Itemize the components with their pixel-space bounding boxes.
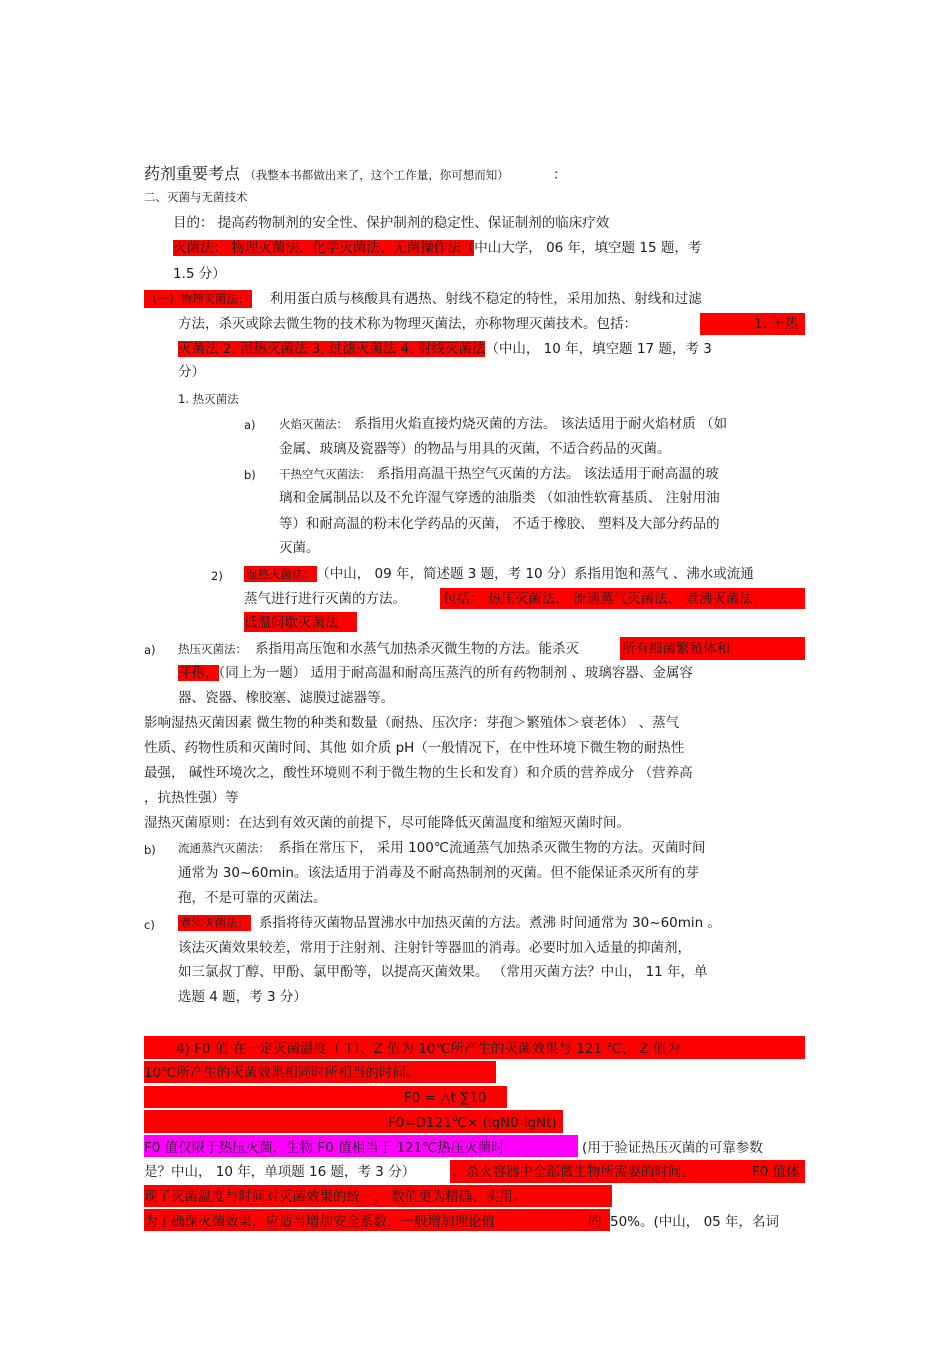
press-line-1: 热压灭菌法： 系指用高压饱和水蒸气加热杀灭微生物的方法。能杀灭: [178, 641, 579, 657]
dry-line-2: 璃和金属制品以及不允许湿气穿透的油脂类 （如油性软膏基质、 注射用油: [279, 490, 720, 506]
flame-line-1: 火焰灭菌法： 系指用火焰直接灼烧灭菌的方法。 该法适用于耐火焰材质 （如: [279, 416, 728, 432]
boil-line-1: 煮沸灭菌法： 系指将待灭菌物品置沸水中加热灭菌的方法。煮沸 时间通常为 30~60min 。: [180, 915, 721, 931]
flow-line-3: 孢，不是可靠的灭菌法。: [178, 890, 327, 906]
moist-label: 2): [211, 569, 223, 583]
factor-line-3: 最强， 碱性环境次之，酸性环境则不利于微生物的生长和发育）和介质的营养成分 （营养高: [144, 765, 693, 781]
methods-score: 1.5 分）: [173, 266, 226, 282]
flow-line-2: 通常为 30~60min。该法适用于消毒及不耐高热制剂的灭菌。但不能保证杀灭所有的芽: [178, 865, 699, 881]
press-line-1b: 所有细菌繁殖体和: [622, 641, 730, 657]
physical-line-2: 方法，杀灭或除去微生物的技术称为物理灭菌法，亦称物理灭菌技术。包括：: [178, 316, 637, 332]
factor-line-1: 影响湿热灭菌因素 微生物的种类和数量（耐热、压次序：芽孢＞繁殖体＞衰老体） 、蒸气: [144, 715, 680, 731]
moist-line-2: 蒸气进行进行灭菌的方法。: [244, 591, 406, 607]
f0-formula-2: F0=D121℃× (lgN0-lgNt): [388, 1115, 557, 1131]
f0-line-2: 10℃所产生的灭菌效果相同时所相当的时间。: [144, 1065, 420, 1081]
dry-label: b): [244, 468, 256, 482]
press-label: a): [144, 643, 156, 657]
flame-line-2: 金属、玻璃及瓷器等）的物品与用具的灭菌，不适合药品的灭菌。: [279, 441, 671, 457]
boil-line-2: 该法灭菌效果较差，常用于注射剂、注射针等器皿的消毒。必要时加入适量的抑菌剂，: [178, 940, 691, 956]
boil-label: c): [144, 918, 155, 932]
f0-line-6: 为了确保灭菌效果，应适当增加安全系数，一般增加理论值: [144, 1214, 495, 1230]
dry-line-4: 灭菌。: [279, 540, 320, 556]
moist-line-2b: 包括： 热压灭菌法、 流通蒸气灭菌法、 煮沸灭菌法、: [443, 591, 767, 607]
f0-line-6b: 的: [588, 1214, 602, 1230]
heat-heading: 1. 热灭菌法: [178, 392, 239, 406]
boil-line-3: 如三氯叔丁醇、甲酚、氯甲酚等，以提高灭菌效果。 （常用灭菌方法？中山， 11 年，单: [178, 964, 708, 980]
methods-line: 灭菌法： 物理灭菌法、化学灭菌法、无菌操作法（中山大学， 06 年，填空题 15 题，考: [173, 240, 702, 256]
flow-label: b): [144, 843, 156, 857]
physical-line-1: （一）物理灭菌法： 利用蛋白质与核酸具有遇热、射线不稳定的特性，采用加热、射线和过滤: [146, 291, 702, 307]
f0-line-4c: F0 值体: [752, 1164, 800, 1180]
purpose-line: 目的： 提高药物制剂的安全性、保护制剂的稳定性、保证制剂的临床疗效: [173, 215, 610, 231]
flame-label: a): [244, 418, 256, 432]
physical-line-4: 分）: [178, 364, 205, 380]
dry-line-3: 等）和耐高温的粉末化学药品的灭菌， 不适于橡胶、 塑料及大部分药品的: [279, 516, 720, 532]
flow-line-1: 流通蒸汽灭菌法： 系指在常压下， 采用 100℃流通蒸气加热杀灭微生物的方法。灭菌时间: [178, 840, 706, 856]
f0-formula-1: F0 = △t ∑10: [404, 1090, 487, 1106]
section-heading: 二、灭菌与无菌技术: [144, 190, 248, 204]
f0-line-4: 是？中山， 10 年，单项题 16 题，考 3 分）: [144, 1164, 416, 1180]
f0-line-4b: ，杀灭容器中全部微生物所需要的时间。: [452, 1164, 695, 1180]
f0-line-6c: 50%。(中山， 05 年，名词: [610, 1214, 780, 1230]
factor-line-4: ，抗热性强）等: [144, 790, 239, 806]
physical-line-3: 灭菌法 2. 湿热灭菌法 3. 过滤灭菌法 4. 射线灭菌法（中山， 10 年，填空题 17 题，考 3: [178, 341, 712, 357]
boil-line-4: 选题 4 题，考 3 分）: [178, 989, 307, 1005]
moist-line-3: 低温间歇灭菌法: [244, 615, 339, 631]
doc-title: 药剂重要考点 （我整本书都做出来了，这个工作量，你可想而知） ：: [144, 164, 567, 183]
f0-line-3b: (用于验证热压灭菌的可靠参数: [582, 1140, 763, 1156]
factor-line-2: 性质、药物性质和灭菌时间、其他 如介质 pH（一般情况下，在中性环境下微生物的耐热性: [144, 740, 685, 756]
press-line-2: 芽孢，（同上为一题） 适用于耐高温和耐高压蒸汽的所有药物制剂 、玻璃容器、金属容: [178, 665, 693, 681]
press-line-3: 器、瓷器、橡胶塞、滤膜过滤器等。: [178, 690, 394, 706]
f0-line-3: F0 值仅限于热压灭菌，生物 F0 值相当于 121℃热压灭菌时: [144, 1140, 505, 1156]
dry-line-1: 干热空气灭菌法： 系指用高温干热空气灭菌的方法。 该法适用于耐高温的玻: [279, 466, 719, 482]
moist-line-1: 湿热灭菌法： （中山， 09 年，简述题 3 题，考 10 分）系指用饱和蒸气 、沸水或流通: [246, 566, 754, 582]
principle-line: 湿热灭菌原则：在达到有效灭菌的前提下，尽可能降低灭菌温度和缩短灭菌时间。: [144, 815, 630, 831]
physical-line-2b: 1. 干热: [754, 316, 799, 332]
f0-line-1: 4) F0 值 在一定灭菌温度（ T）、Z 值为 10℃所产生的灭菌效果与 121 ℃、 Z 值为: [176, 1041, 680, 1057]
f0-line-5: 现了灭菌温度与时间对灭菌效果的统一， 数值更为精确、实用。: [144, 1189, 527, 1205]
